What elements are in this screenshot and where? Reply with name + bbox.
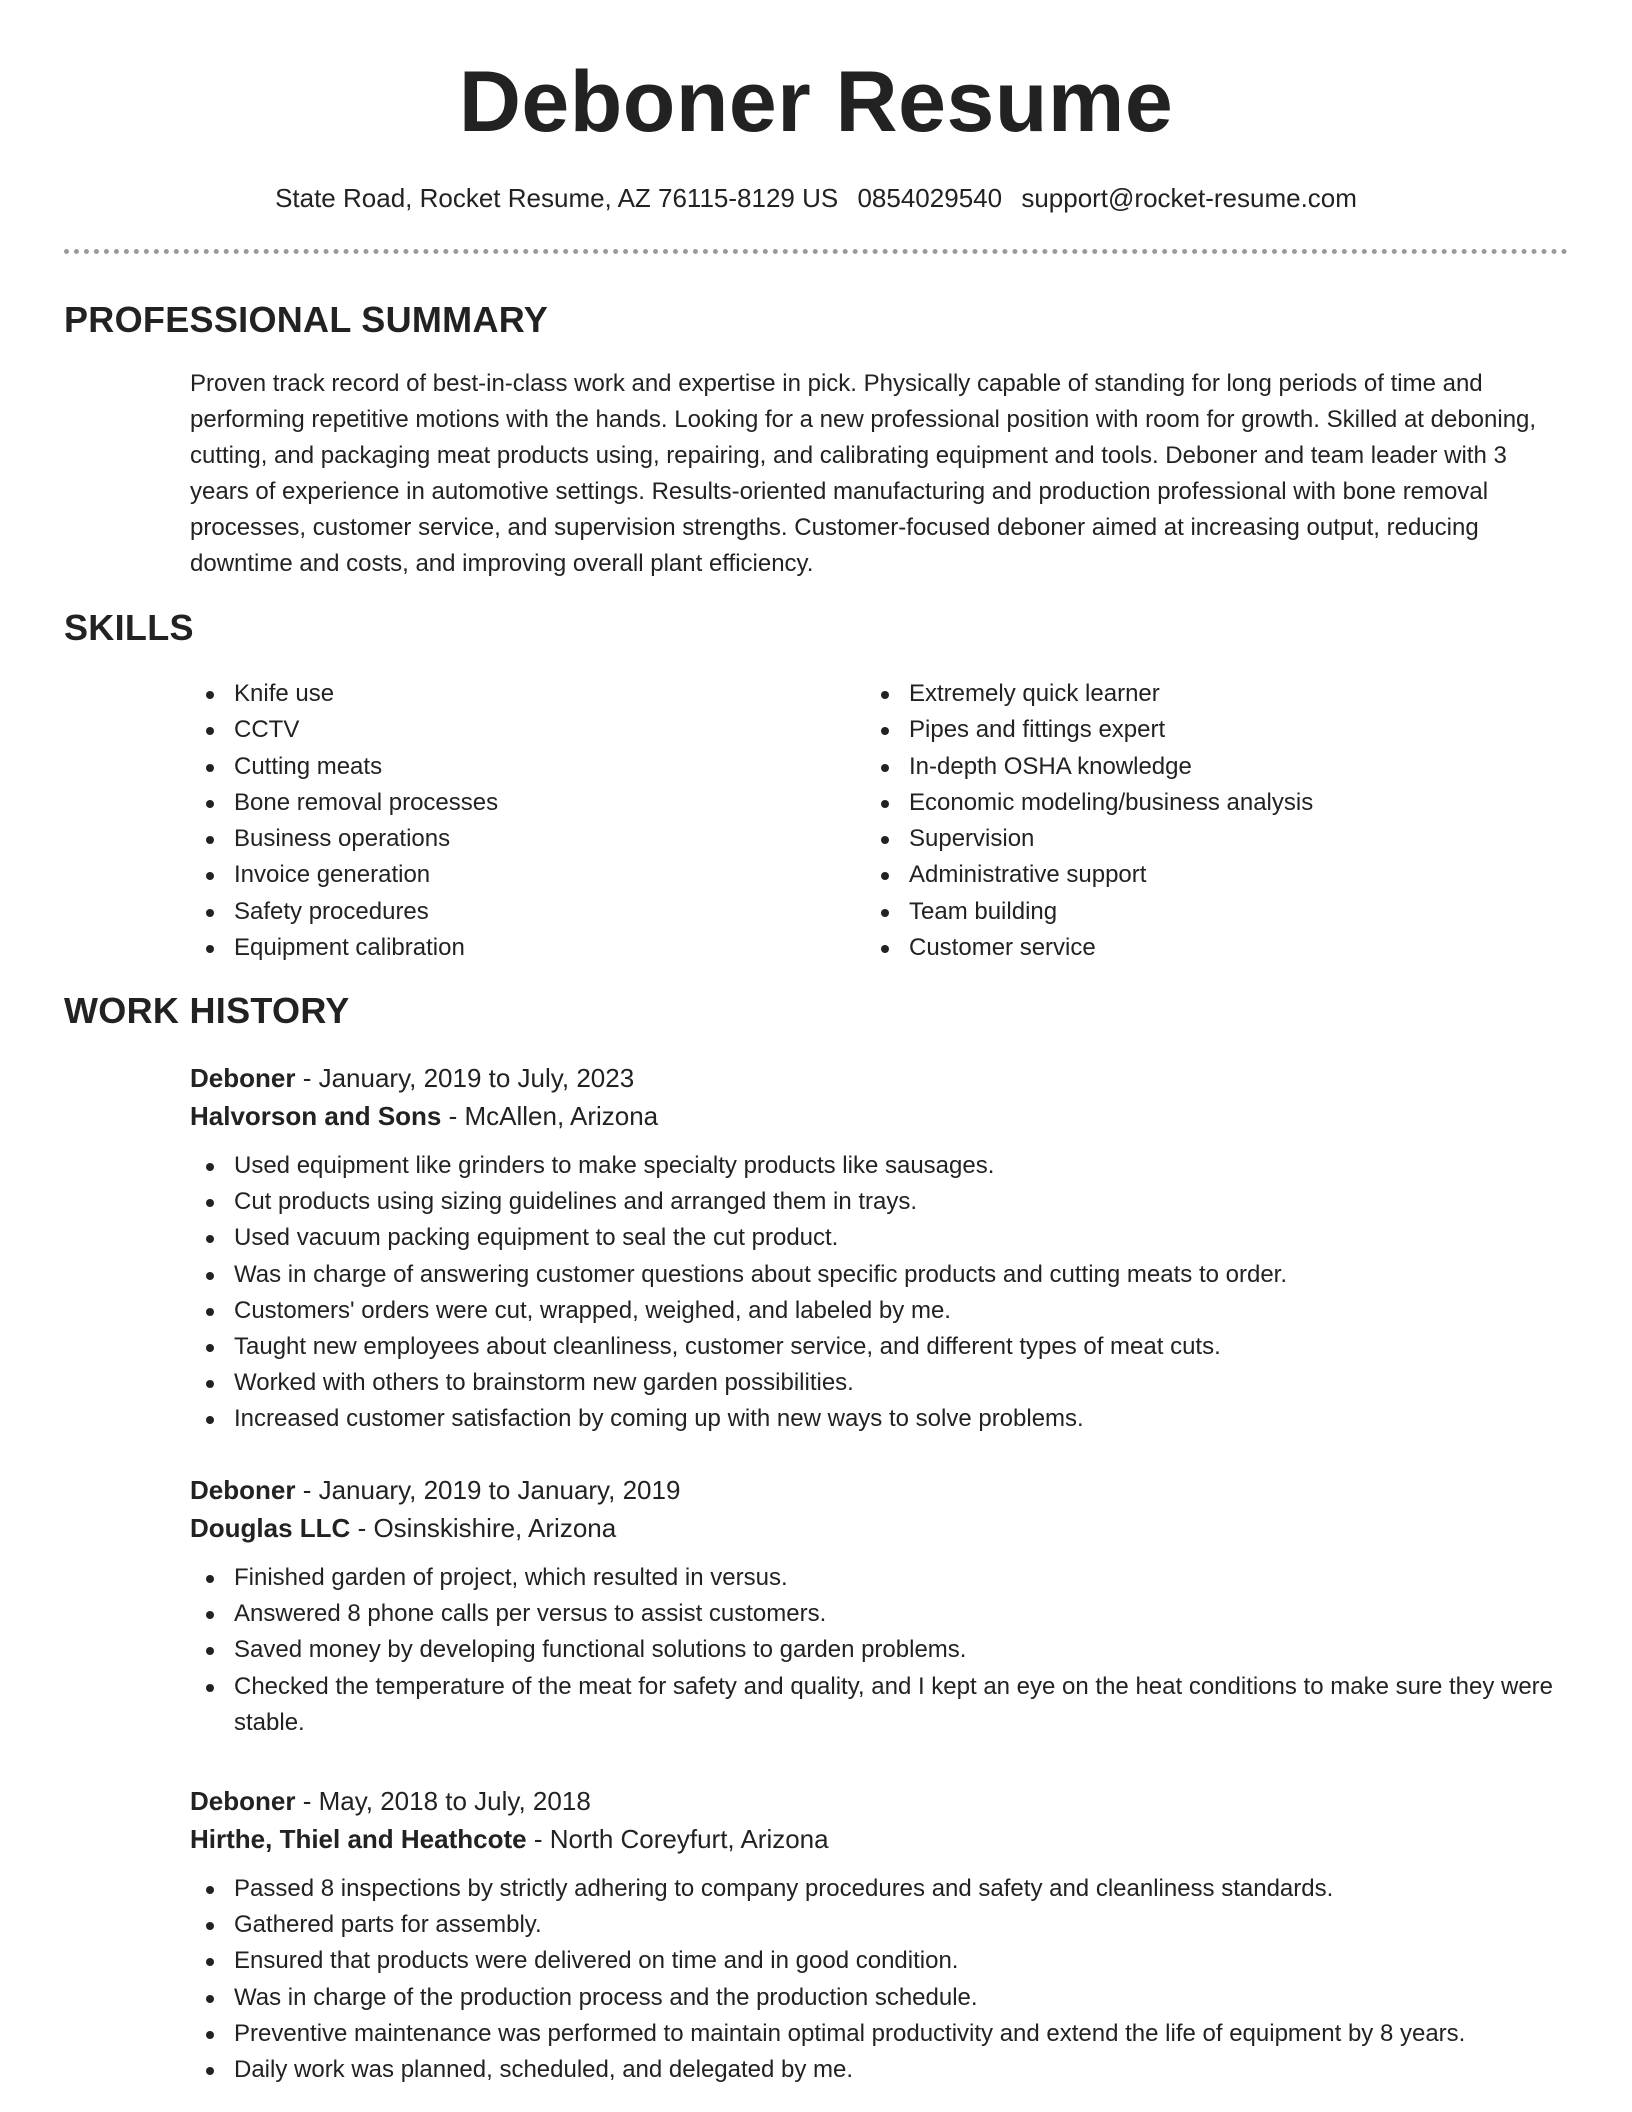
skill-item: Knife use xyxy=(190,676,498,712)
contact-address: State Road, Rocket Resume, AZ 76115-8129 US xyxy=(275,183,839,213)
job-dates: - January, 2019 to July, 2023 xyxy=(295,1063,635,1093)
job-company: Halvorson and Sons xyxy=(190,1101,442,1131)
skill-item: Equipment calibration xyxy=(190,930,498,966)
job-entry xyxy=(190,1782,1570,2088)
skill-item: Supervision xyxy=(865,821,1313,857)
job-location: - Osinskishire, Arizona xyxy=(350,1513,617,1543)
skill-item: Pipes and fittings expert xyxy=(865,712,1313,748)
job-dates: - January, 2019 to January, 2019 xyxy=(295,1475,681,1505)
skill-item: Customer service xyxy=(865,930,1313,966)
contact-line xyxy=(0,181,1632,215)
duty-item: Was in charge of answering customer questions about specific products and cutting meats to order. xyxy=(190,1257,1570,1293)
job-location: - North Coreyfurt, Arizona xyxy=(526,1824,829,1854)
contact-email: support@rocket-resume.com xyxy=(1021,183,1357,213)
duty-item: Answered 8 phone calls per versus to assist customers. xyxy=(190,1596,1570,1632)
skill-item: Extremely quick learner xyxy=(865,676,1313,712)
duty-item: Worked with others to brainstorm new garden possibilities. xyxy=(190,1365,1570,1401)
job-company: Douglas LLC xyxy=(190,1513,351,1543)
job-role: Deboner xyxy=(190,1786,296,1816)
duty-item: Was in charge of the production process and the production schedule. xyxy=(190,1980,1570,2016)
resume-title: Deboner Resume xyxy=(458,54,1174,150)
job-title-line xyxy=(190,1059,1570,1097)
contact-phone: 0854029540 xyxy=(857,183,1003,213)
duty-item: Saved money by developing functional solutions to garden problems. xyxy=(190,1632,1570,1668)
skill-item: Bone removal processes xyxy=(190,785,498,821)
job-company-line xyxy=(190,1097,1570,1135)
skill-item: CCTV xyxy=(190,712,498,748)
summary-text: Proven track record of best-in-class work and expertise in pick. Physically capable of standing for long periods of time and performing repetitive motions with the hands. Looking for a new professional position with room for growth. Skilled at deboning, cutting, and packaging meat products using, repairing, and calibrating equipment and tools. Deboner and team leader with 3 years of experience in automotive settings. Results-oriented manufacturing and production professional with bone removal processes, customer service, and supervision strengths. Customer-focused deboner aimed at increasing output, reducing downtime and costs, and improving overall plant efficiency. xyxy=(190,370,1537,577)
header-divider xyxy=(64,249,1568,254)
work-history-heading: WORK HISTORY xyxy=(64,990,350,1031)
job-title-line xyxy=(190,1471,1570,1509)
job-entry xyxy=(190,1471,1570,1741)
job-duties xyxy=(190,1871,1570,2088)
job-title-line xyxy=(190,1782,1570,1820)
duty-item: Used vacuum packing equipment to seal the cut product. xyxy=(190,1220,1570,1256)
skills-heading: SKILLS xyxy=(64,607,194,648)
job-company: Hirthe, Thiel and Heathcote xyxy=(190,1824,527,1854)
duty-item: Cut products using sizing guidelines and arranged them in trays. xyxy=(190,1184,1570,1220)
duty-item: Gathered parts for assembly. xyxy=(190,1907,1570,1943)
skill-item: Business operations xyxy=(190,821,498,857)
skills-column-left xyxy=(190,676,498,966)
skills-column-right xyxy=(865,676,1313,966)
job-duties xyxy=(190,1148,1570,1438)
job-role: Deboner xyxy=(190,1475,296,1505)
job-company-line xyxy=(190,1509,1570,1547)
skill-item: Team building xyxy=(865,894,1313,930)
duty-item: Taught new employees about cleanliness, customer service, and different types of meat cuts. xyxy=(190,1329,1570,1365)
skill-item: Cutting meats xyxy=(190,749,498,785)
duty-item: Checked the temperature of the meat for safety and quality, and I kept an eye on the heat conditions to make sure they were stable. xyxy=(190,1669,1570,1741)
duty-item: Increased customer satisfaction by coming up with new ways to solve problems. xyxy=(190,1401,1570,1437)
skill-item: In-depth OSHA knowledge xyxy=(865,749,1313,785)
duty-item: Finished garden of project, which resulted in versus. xyxy=(190,1560,1570,1596)
job-location: - McAllen, Arizona xyxy=(441,1101,659,1131)
job-dates: - May, 2018 to July, 2018 xyxy=(295,1786,591,1816)
job-company-line xyxy=(190,1820,1570,1858)
skill-item: Administrative support xyxy=(865,857,1313,893)
duty-item: Ensured that products were delivered on time and in good condition. xyxy=(190,1943,1570,1979)
summary-heading: PROFESSIONAL SUMMARY xyxy=(64,299,549,340)
job-duties xyxy=(190,1560,1570,1741)
job-role: Deboner xyxy=(190,1063,296,1093)
skill-item: Economic modeling/business analysis xyxy=(865,785,1313,821)
job-entry xyxy=(190,1059,1570,1438)
duty-item: Customers' orders were cut, wrapped, weighed, and labeled by me. xyxy=(190,1293,1570,1329)
duty-item: Passed 8 inspections by strictly adhering to company procedures and safety and cleanliness standards. xyxy=(190,1871,1570,1907)
duty-item: Used equipment like grinders to make specialty products like sausages. xyxy=(190,1148,1570,1184)
skill-item: Invoice generation xyxy=(190,857,498,893)
skill-item: Safety procedures xyxy=(190,894,498,930)
duty-item: Daily work was planned, scheduled, and delegated by me. xyxy=(190,2052,1570,2088)
duty-item: Preventive maintenance was performed to maintain optimal productivity and extend the life of equipment by 8 years. xyxy=(190,2016,1570,2052)
